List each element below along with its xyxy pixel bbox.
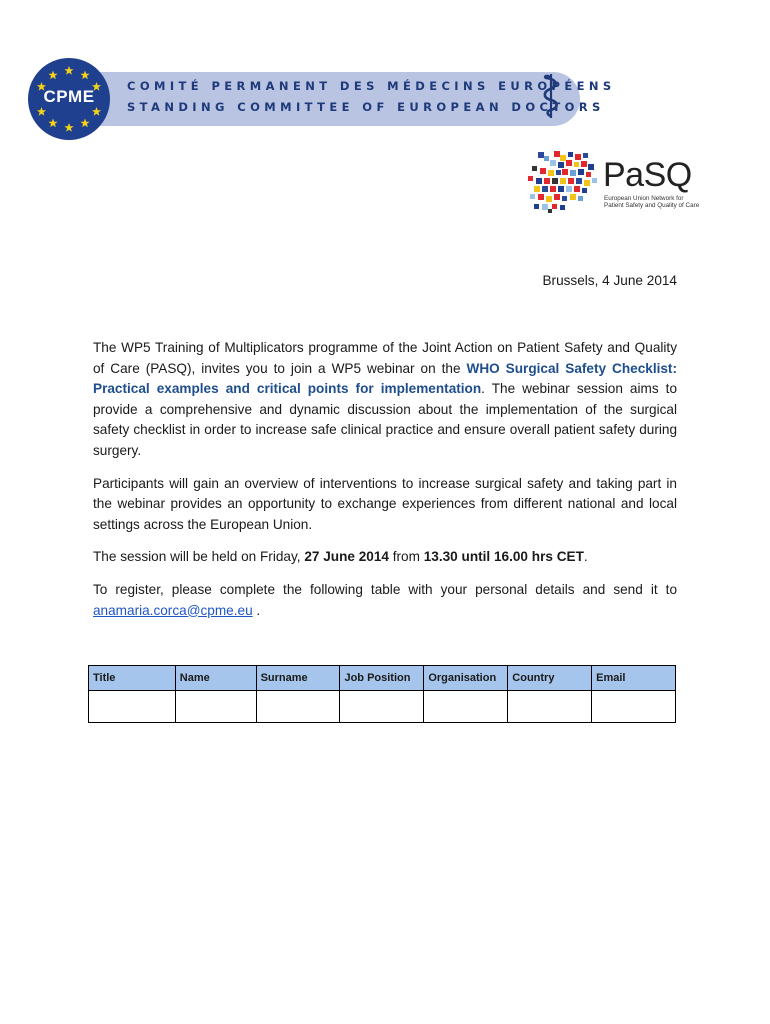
table-header-row	[89, 666, 676, 691]
intro-text: The WP5 Training of Multiplicators programme of the Joint Action on Patient Safety and Quality of Care (PASQ), invites you to join a WP5 webinar on the	[93, 340, 677, 376]
cpme-logo	[28, 58, 110, 140]
cell-surname[interactable]	[256, 691, 340, 723]
paragraph-participants: Participants will gain an overview of interventions to increase surgical safety and taking part in the webinar provides an opportunity to exchange experiences from different national and local settings across the European Union.	[93, 475, 677, 532]
column-header-email: Email	[592, 666, 676, 691]
letter-body	[93, 338, 677, 621]
cpme-title-french: COMITÉ PERMANENT DES MÉDECINS EUROPÉENS	[127, 79, 616, 93]
column-header-organisation: Organisation	[424, 666, 508, 691]
webinar-title: WHO Surgical Safety Checklist: Practical examples and critical points for implementation	[93, 360, 677, 397]
register-text-end: .	[252, 602, 261, 618]
cell-country[interactable]	[508, 691, 592, 723]
cell-name[interactable]	[175, 691, 256, 723]
session-text: The session will be held on Friday,	[93, 549, 305, 565]
cell-job-position[interactable]	[340, 691, 424, 723]
column-header-surname: Surname	[256, 666, 340, 691]
caduceus-icon	[538, 70, 564, 120]
registration-email-link[interactable]: anamaria.corca@cpme.eu	[93, 602, 253, 618]
session-date: 27 June 2014	[304, 549, 389, 565]
session-text-mid: from	[388, 549, 424, 565]
cpme-title-english: STANDING COMMITTEE OF EUROPEAN DOCTORS	[127, 100, 605, 114]
column-header-name: Name	[175, 666, 256, 691]
register-text: To register, please complete the following table with your personal details and send it to	[93, 581, 677, 597]
pasq-subtitle-line2: Patient Safety and Quality of Care	[604, 202, 700, 210]
session-time: 13.30 until 16.00 hrs CET	[423, 549, 584, 565]
column-header-country: Country	[508, 666, 592, 691]
cpme-acronym: CPME	[43, 87, 95, 106]
paragraph-intro	[93, 338, 677, 462]
table-row	[89, 691, 676, 723]
session-text-end: .	[583, 549, 588, 565]
cell-email[interactable]	[592, 691, 676, 723]
intro-text-continued: . The webinar session aims to provide a comprehensive and dynamic discussion about the implementation of the surgical safety checklist in order to increase safe clinical practice and ensure overall patient safety during surgery.	[93, 381, 678, 458]
cell-title[interactable]	[89, 691, 176, 723]
paragraph-session	[93, 547, 677, 568]
pasq-logo-mosaic	[528, 150, 600, 214]
pasq-subtitle	[604, 195, 699, 209]
paragraph-register	[93, 580, 677, 621]
letter-dateline: Brussels, 4 June 2014	[542, 273, 677, 288]
pasq-wordmark: PaSQ	[603, 156, 692, 194]
cell-organisation[interactable]	[424, 691, 508, 723]
column-header-title: Title	[89, 666, 176, 691]
pasq-subtitle-line1: European Union Network for	[604, 195, 684, 202]
column-header-job-position: Job Position	[340, 666, 424, 691]
registration-table	[88, 665, 676, 723]
